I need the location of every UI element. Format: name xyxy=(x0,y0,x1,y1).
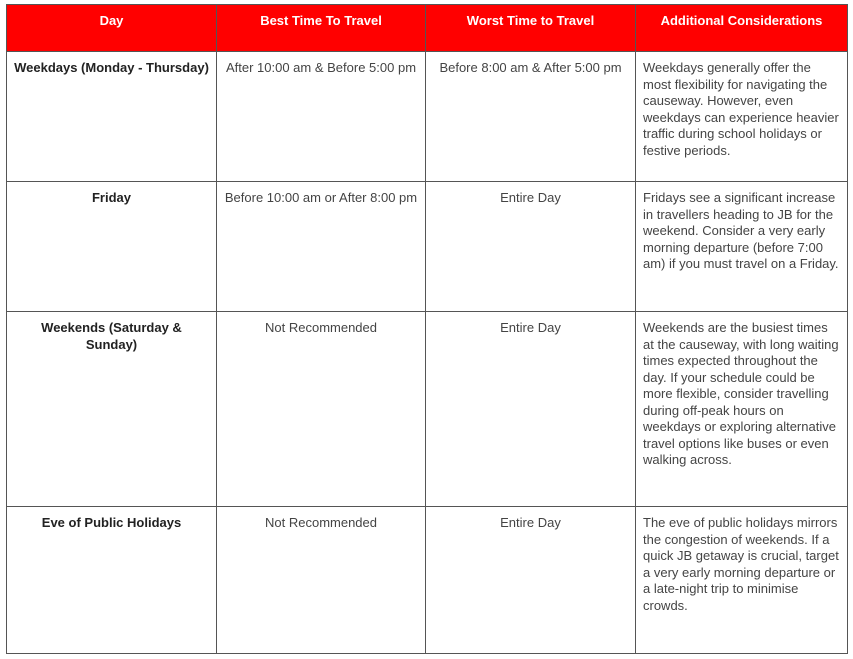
cell-best-time: Not Recommended xyxy=(217,312,426,507)
cell-worst-time: Entire Day xyxy=(426,182,636,312)
cell-best-time: Before 10:00 am or After 8:00 pm xyxy=(217,182,426,312)
header-day: Day xyxy=(7,5,217,52)
cell-best-time: After 10:00 am & Before 5:00 pm xyxy=(217,52,426,182)
cell-worst-time: Entire Day xyxy=(426,507,636,654)
travel-times-table-wrapper xyxy=(6,4,848,654)
cell-considerations: Weekends are the busiest times at the causeway, with long waiting times expected throughout the day. If your schedule could be more flexible, consider travelling during off-peak hours on weekdays or exploring alternative travel options like buses or even walking across. xyxy=(636,312,848,507)
cell-day: Weekdays (Monday - Thursday) xyxy=(7,52,217,182)
cell-day: Friday xyxy=(7,182,217,312)
table-row xyxy=(7,312,848,507)
table-header-row xyxy=(7,5,848,52)
cell-considerations: Weekdays generally offer the most flexibility for navigating the causeway. However, even weekdays can experience heavier traffic during school holidays or festive periods. xyxy=(636,52,848,182)
cell-considerations: Fridays see a significant increase in travellers heading to JB for the weekend. Consider a very early morning departure (before 7:00 am) if you must travel on a Friday. xyxy=(636,182,848,312)
cell-best-time: Not Recommended xyxy=(217,507,426,654)
cell-considerations: The eve of public holidays mirrors the congestion of weekends. If a quick JB getaway is crucial, target a very early morning departure or a late-night trip to minimise crowds. xyxy=(636,507,848,654)
header-best-time: Best Time To Travel xyxy=(217,5,426,52)
table-row xyxy=(7,182,848,312)
cell-worst-time: Before 8:00 am & After 5:00 pm xyxy=(426,52,636,182)
cell-day: Eve of Public Holidays xyxy=(7,507,217,654)
table-row xyxy=(7,507,848,654)
header-worst-time: Worst Time to Travel xyxy=(426,5,636,52)
header-considerations: Additional Considerations xyxy=(636,5,848,52)
cell-worst-time: Entire Day xyxy=(426,312,636,507)
cell-day: Weekends (Saturday & Sunday) xyxy=(7,312,217,507)
travel-times-table xyxy=(6,4,848,654)
table-row xyxy=(7,52,848,182)
